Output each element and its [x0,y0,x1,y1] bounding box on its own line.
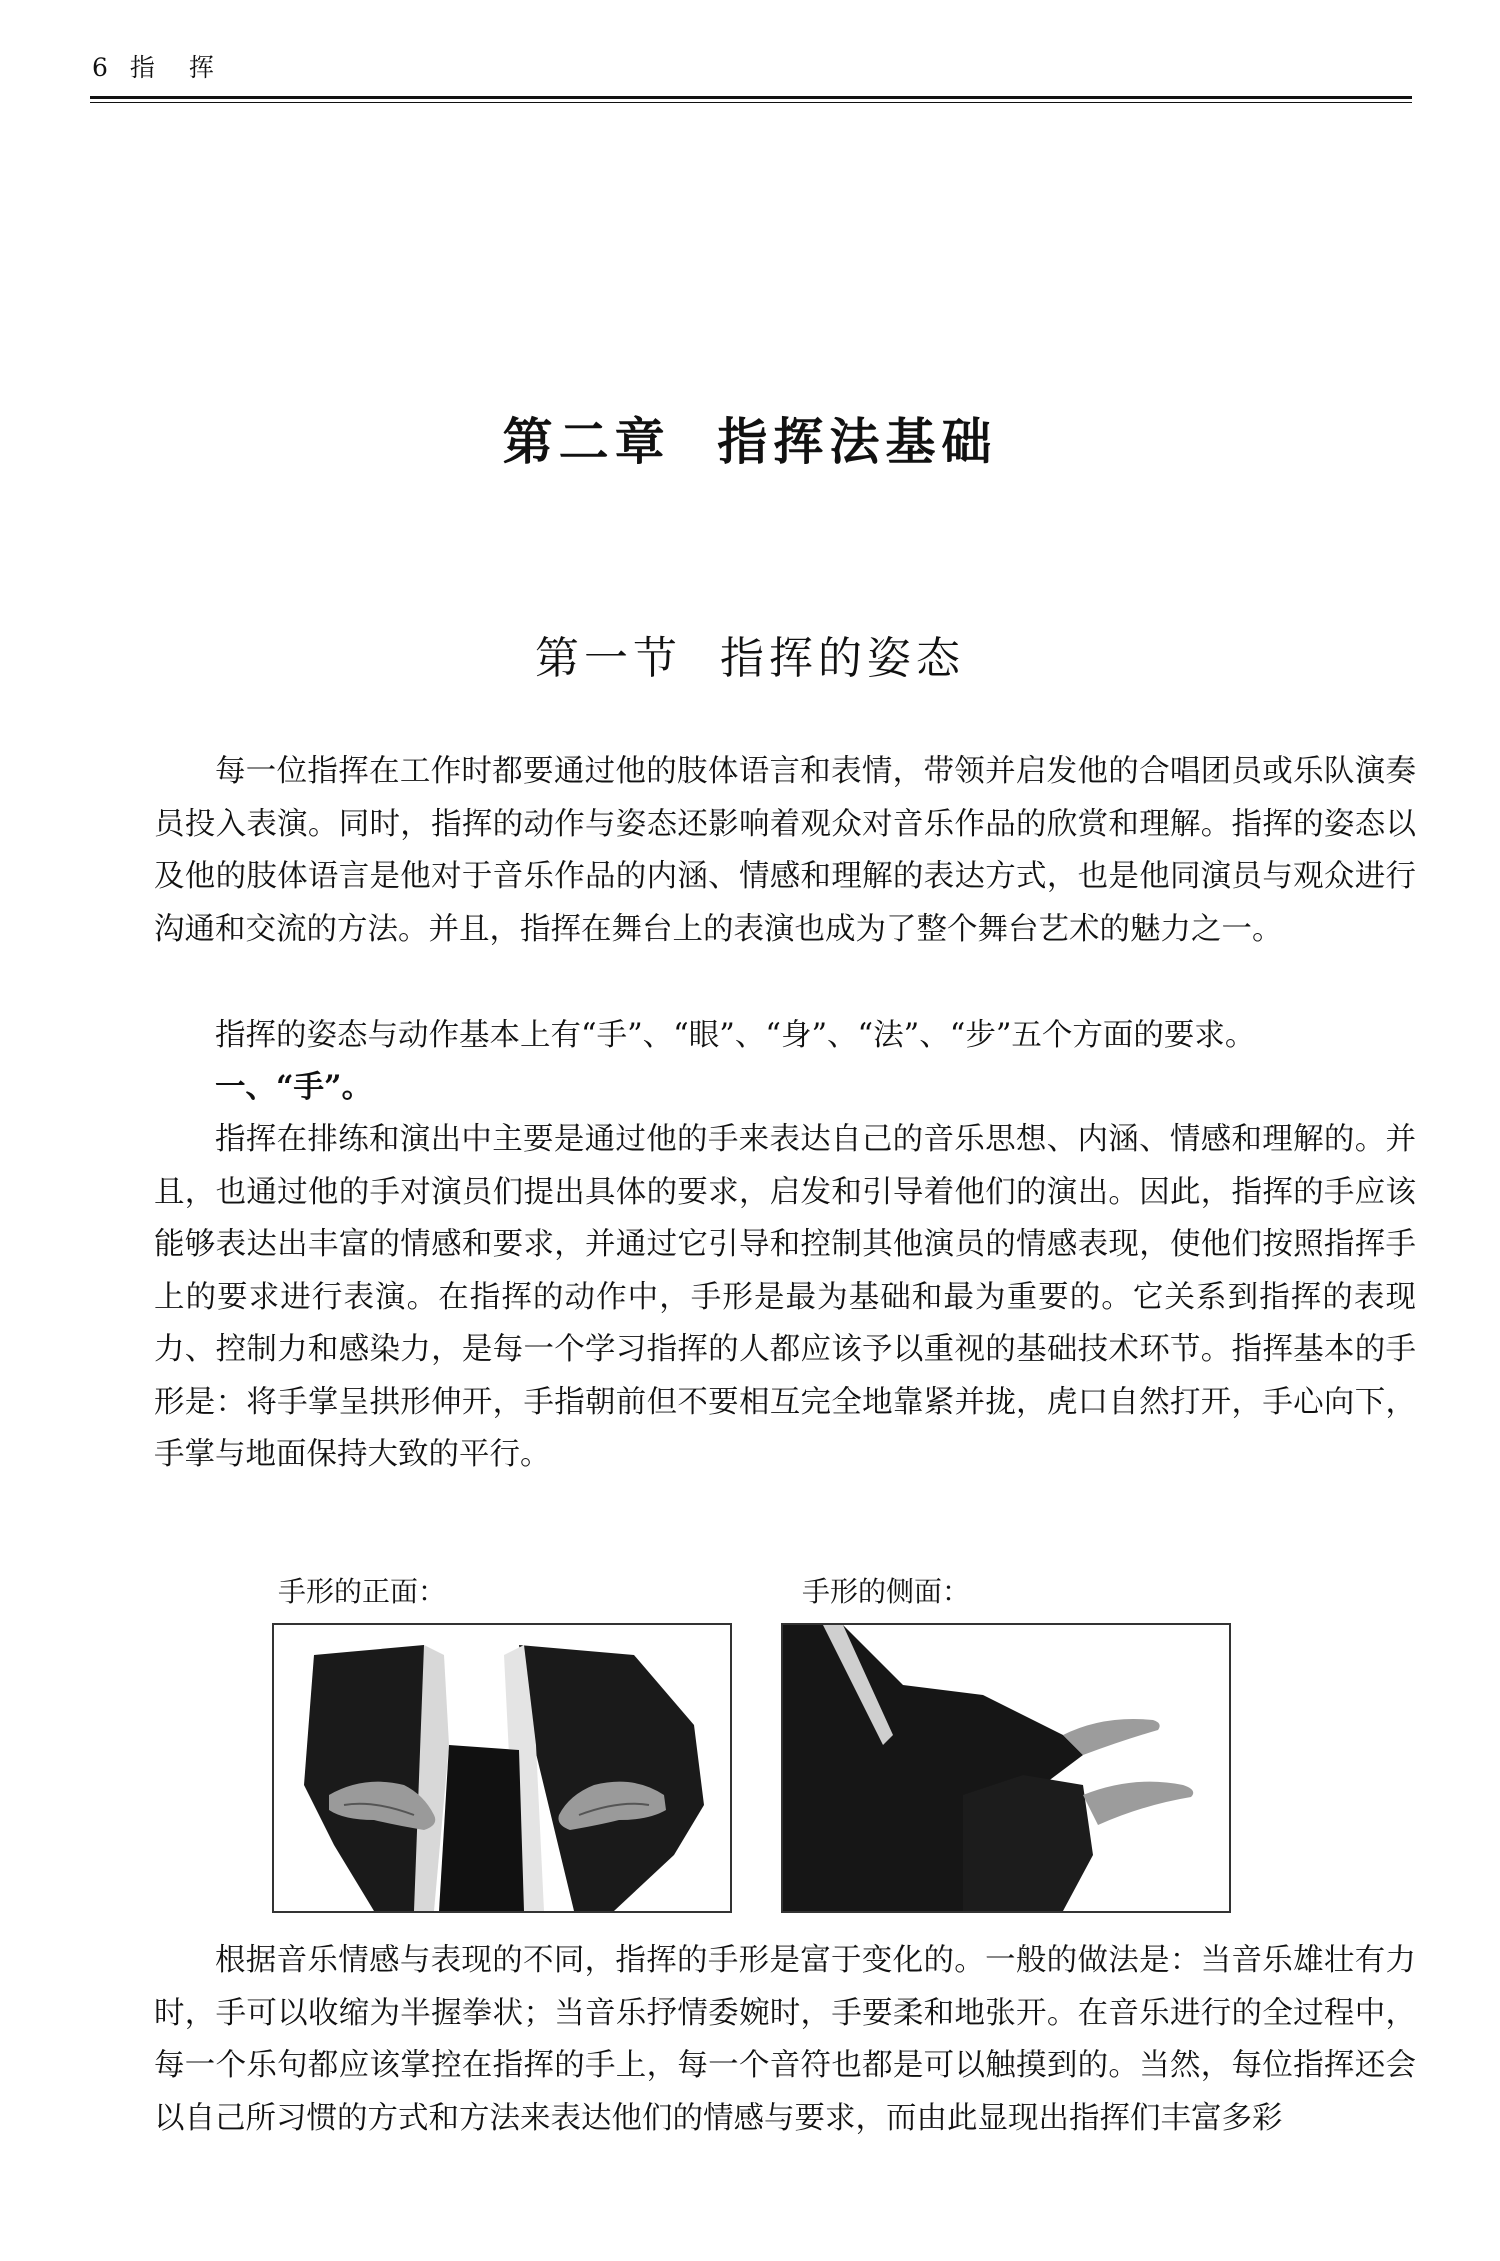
hand-side-photo [781,1623,1231,1913]
hand-paragraph: 指挥在排练和演出中主要是通过他的手来表达自己的音乐思想、内涵、情感和理解的。并且，也通过他的手对演员们提出具体的要求，启发和引导着他们的演出。因此，指挥的手应该能够表达出丰富的情感和要求，并通过它引导和控制其他演员的情感表现，使他们按照指挥手上的要求进行表演。在指挥的动作中，手形是最为基础和最为重要的。它关系到指挥的表现力、控制力和感染力，是每一个学习指挥的人都应该予以重视的基础技术环节。指挥基本的手形是：将手掌呈拱形伸开，手指朝前但不要相互完全地靠紧并拢，虎口自然打开，手心向下，手掌与地面保持大致的平行。 [154,1122,1416,1472]
five-aspects-paragraph: 指挥的姿态与动作基本上有“手”、“眼”、“身”、“法”、“步”五个方面的要求。 [215,1018,1256,1053]
side-caption: 手形的侧面： [802,1575,971,1608]
header-rule-thin [90,102,1412,103]
intro-paragraph: 每一位指挥在工作时都要通过他的肢体语言和表情，带领并启发他的合唱团员或乐队演奏员投入表演。同时，指挥的动作与姿态还影响着观众对音乐作品的欣赏和理解。指挥的姿态以及他的肢体语言是他对于音乐作品的内涵、情感和理解的表达方式，也是他同演员与观众进行沟通和交流的方法。并且，指挥在舞台上的表演也成为了整个舞台艺术的魅力之一。 [154,754,1416,947]
variation-paragraph: 根据音乐情感与表现的不同，指挥的手形是富于变化的。一般的做法是：当音乐雄壮有力时，手可以收缩为半握拳状；当音乐抒情委婉时，手要柔和地张开。在音乐进行的全过程中，每一个乐句都应该掌控在指挥的手上，每一个音符也都是可以触摸到的。当然，每位指挥还会以自己所习惯的方式和方法来表达他们的情感与要求，而由此显现出指挥们丰富多彩 [154,1943,1416,2136]
page-number: 6 [92,53,110,82]
chapter-title: 第二章 指挥法基础 [502,413,998,471]
running-head-title: 指挥 [129,53,248,82]
hand-heading: 一、“手”。 [215,1069,373,1105]
hand-front-photo [272,1623,732,1913]
header-rule [90,96,1412,99]
running-head [92,48,248,84]
front-caption: 手形的正面： [278,1575,447,1608]
section-title: 第一节 指挥的姿态 [535,633,965,684]
